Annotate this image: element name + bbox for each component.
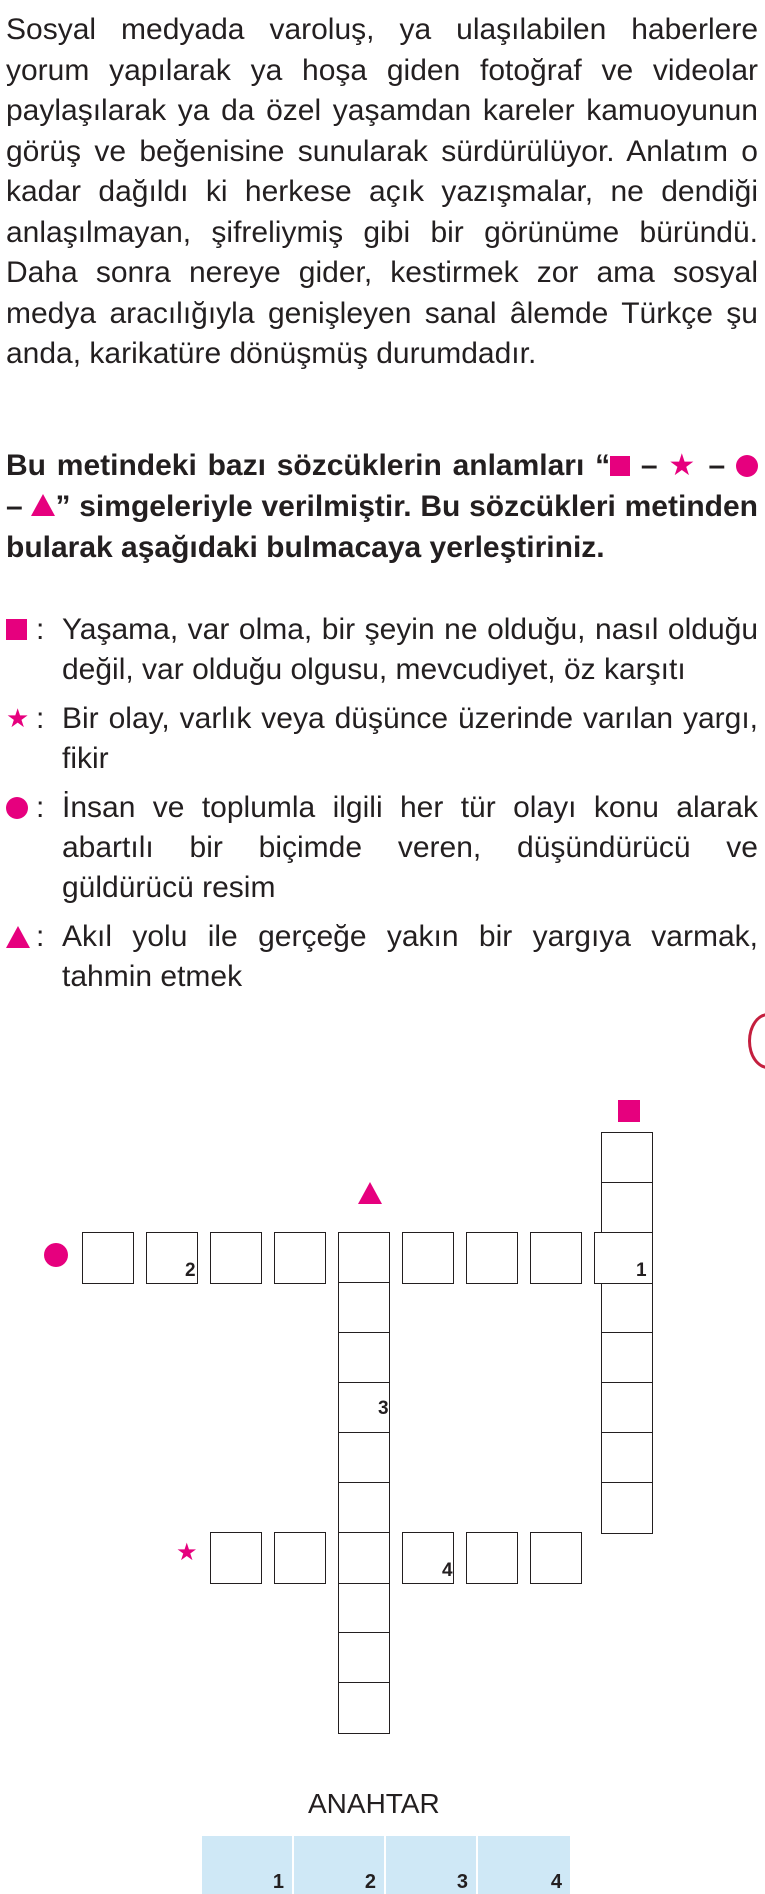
crossword-cell[interactable]	[466, 1532, 518, 1584]
definitions-list	[6, 610, 758, 1006]
crossword-cell[interactable]	[274, 1532, 326, 1584]
star-symbol-icon: ★	[6, 704, 30, 734]
star-word-marker-icon: ★	[176, 1538, 198, 1566]
crossword-cell[interactable]	[338, 1432, 390, 1484]
key-cell-number: 2	[364, 1871, 376, 1893]
key-cell[interactable]	[478, 1836, 570, 1894]
square-symbol-icon	[610, 456, 630, 476]
crossword-cell[interactable]	[82, 1232, 134, 1284]
triangle-symbol-icon	[31, 494, 55, 516]
crossword-cell[interactable]	[601, 1282, 653, 1334]
crossword-cell[interactable]	[530, 1232, 582, 1284]
clue-number-4: 4	[442, 1560, 453, 1581]
circle-word-marker-icon	[44, 1243, 68, 1267]
definition-circle	[6, 788, 758, 908]
key-cell-number: 4	[550, 1871, 562, 1893]
square-word-marker-icon	[618, 1100, 640, 1122]
circle-symbol-icon	[736, 455, 758, 477]
crossword-cell[interactable]	[338, 1482, 390, 1534]
definition-colon: :	[36, 702, 45, 735]
definition-star	[6, 699, 758, 779]
passage-paragraph: Sosyal medyada varoluş, ya ulaşılabilen haberlere yorum yapılarak ya hoşa giden fotoğraf ve videolar paylaşılarak ya da özel yaşamdan kareler kamuoyunun görüş ve beğenisine sunularak sürdürülüyor. Anlatım o kadar dağıldı ki herkese açık yazışmalar, ne dendiği anlaşılmayan, şifreliymiş gibi bir görünüme büründü. Daha sonra nereye gider, kestirmek zor ama sosyal medya aracılığıyla genişleyen sanal âlemde Türkçe şu anda, karikatüre dönüşmüş durumdadır.	[6, 13, 758, 370]
crossword-cell[interactable]	[338, 1282, 390, 1334]
crossword-cell[interactable]	[466, 1232, 518, 1284]
definition-square	[6, 610, 758, 690]
instruction-part2: ” simgeleriyle verilmiştir. Bu sözcükleri metinden bularak aşağıdaki bulmacaya yerleştiriniz.	[6, 490, 758, 564]
definition-text: Bir olay, varlık veya düşünce üzerinde varılan yargı, fikir	[62, 702, 758, 775]
crossword-cell[interactable]	[338, 1632, 390, 1684]
answer-key	[202, 1836, 570, 1894]
crossword-cell[interactable]	[338, 1582, 390, 1634]
instruction-separator: –	[697, 449, 736, 482]
crossword-cell[interactable]	[210, 1232, 262, 1284]
crossword-cell[interactable]	[338, 1682, 390, 1734]
key-cell[interactable]	[294, 1836, 386, 1894]
definition-text: Yaşama, var olma, bir şeyin ne olduğu, nasıl olduğu değil, var olduğu olgusu, mevcudiyet, öz karşıtı	[62, 613, 758, 686]
key-cell-number: 1	[272, 1871, 284, 1893]
crossword-cell[interactable]	[530, 1532, 582, 1584]
definition-text: İnsan ve toplumla ilgili her tür olayı konu alarak abartılı bir biçimde veren, düşündürücü ve güldürücü resim	[62, 791, 758, 904]
key-title: ANAHTAR	[308, 1788, 440, 1819]
instruction-part1: Bu metindeki bazı sözcüklerin anlamları “	[6, 449, 611, 482]
crossword-cell[interactable]	[601, 1482, 653, 1534]
crossword-cell[interactable]	[601, 1432, 653, 1484]
definition-colon: :	[36, 613, 45, 646]
instruction-separator: –	[6, 490, 32, 523]
clue-number-1: 1	[636, 1260, 647, 1281]
crossword-cell[interactable]	[338, 1532, 390, 1584]
key-cell[interactable]	[202, 1836, 294, 1894]
key-cell-number: 3	[456, 1871, 468, 1893]
crossword-cell[interactable]	[601, 1132, 653, 1184]
definition-triangle	[6, 917, 758, 997]
definition-colon: :	[36, 791, 45, 824]
definition-colon: :	[36, 920, 45, 953]
definition-text: Akıl yolu ile gerçeğe yakın bir yargıya varmak, tahmin etmek	[62, 920, 758, 993]
triangle-word-marker-icon	[358, 1182, 382, 1204]
crossword-cell[interactable]	[601, 1382, 653, 1434]
clue-number-2: 2	[185, 1260, 196, 1281]
star-symbol-icon: ★	[668, 448, 698, 483]
crossword-cell[interactable]	[338, 1332, 390, 1384]
crossword-cell[interactable]	[601, 1182, 653, 1234]
instruction-separator: –	[630, 449, 669, 482]
crossword-cell[interactable]	[210, 1532, 262, 1584]
clue-number-3: 3	[378, 1398, 389, 1419]
crossword-cell[interactable]	[402, 1232, 454, 1284]
side-decoration	[748, 1013, 765, 1069]
crossword-cell[interactable]	[601, 1332, 653, 1384]
key-cell[interactable]	[386, 1836, 478, 1894]
crossword-puzzle	[0, 1080, 765, 1840]
instruction-text	[6, 445, 758, 568]
crossword-cell[interactable]	[338, 1232, 390, 1284]
crossword-cell[interactable]	[274, 1232, 326, 1284]
